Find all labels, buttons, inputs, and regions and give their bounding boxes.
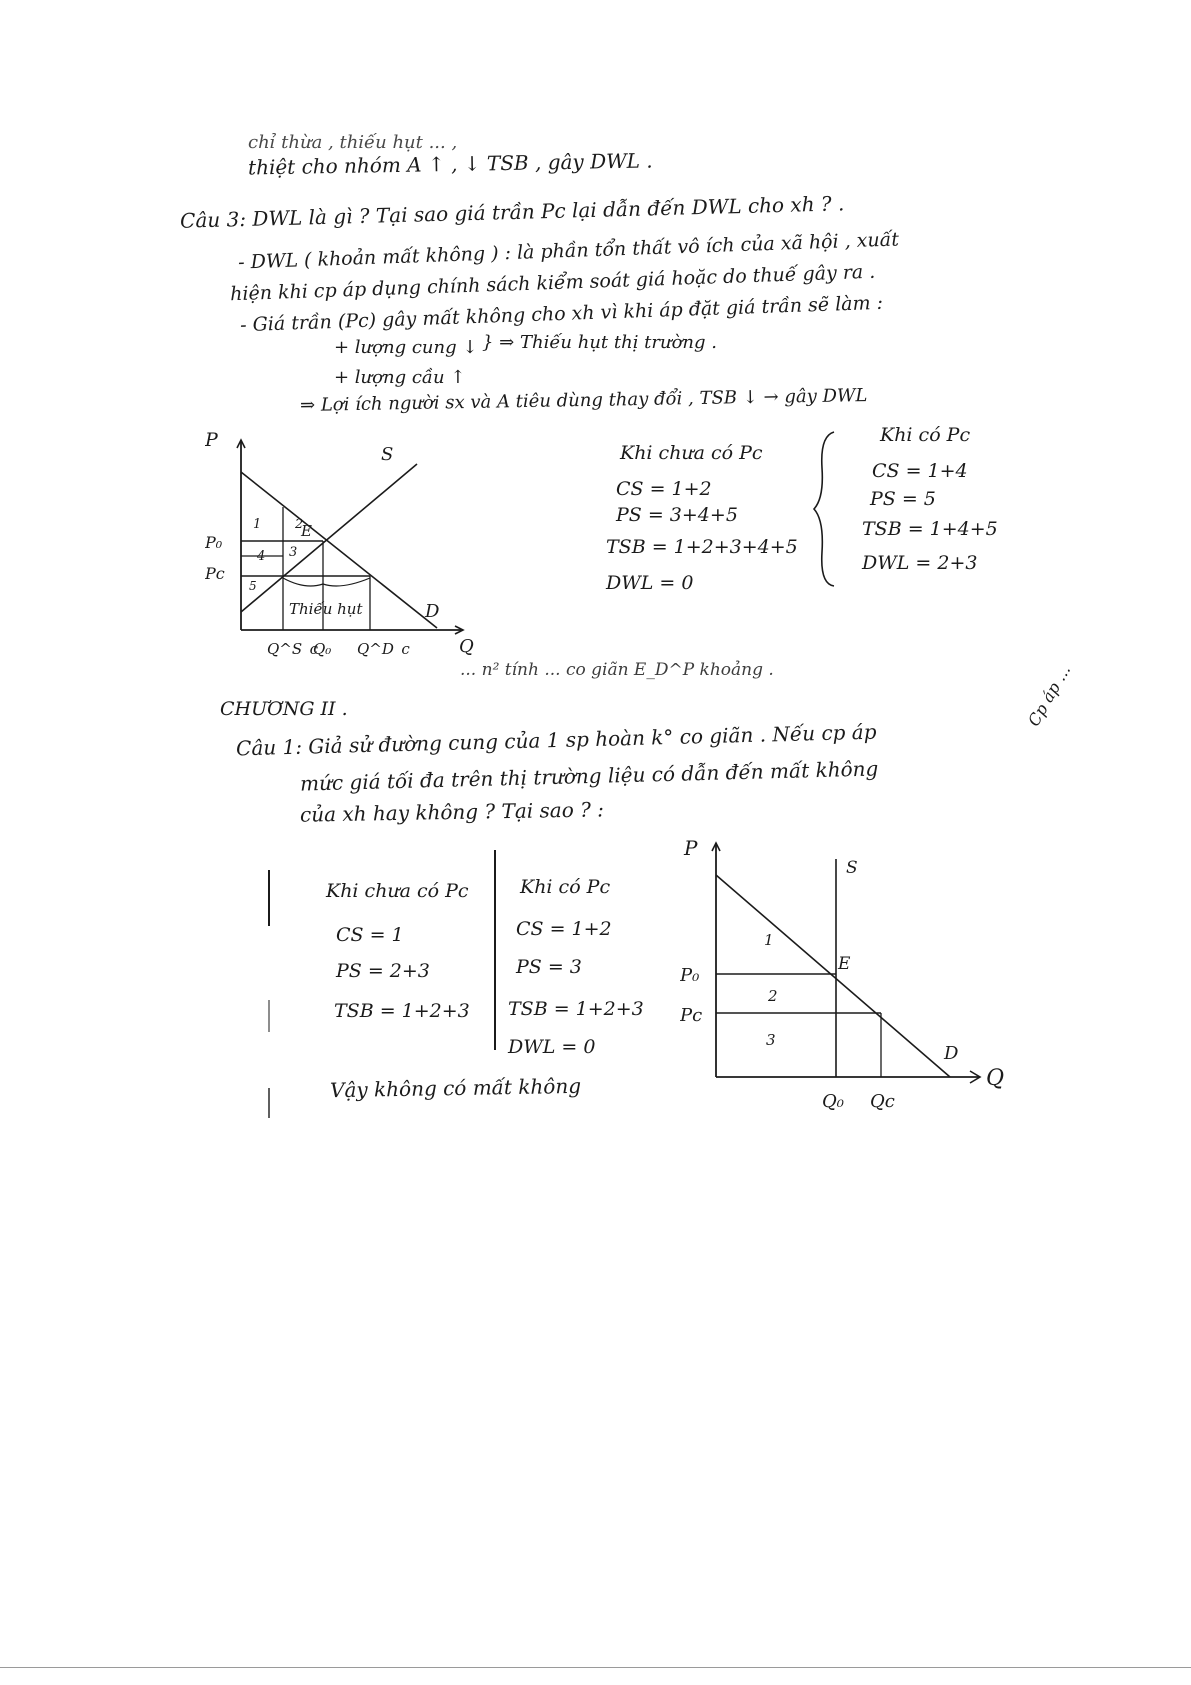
shortage-brace xyxy=(283,578,370,586)
graph2-qc-label: Qc xyxy=(870,1091,895,1112)
t2-divider xyxy=(494,850,496,1050)
graph1-area-4: 4 xyxy=(257,549,266,564)
t2-right-title: Khi có Pc xyxy=(520,876,611,898)
line-1: thiệt cho nhóm A ↑ , ↓ TSB , gây DWL . xyxy=(247,148,653,180)
line-0: chỉ thừa , thiếu hụt ... , xyxy=(248,132,458,153)
t2-left-bar xyxy=(268,870,270,926)
graph1-area-3: 3 xyxy=(289,545,298,560)
line-8: ⇒ Lợi ích người sx và A tiêu dùng thay đổi , TSB ↓ → gây DWL xyxy=(299,385,868,416)
graph2-s-label: S xyxy=(846,858,858,878)
t2-left-cs: CS = 1 xyxy=(336,924,404,946)
page-bottom-line xyxy=(0,1667,1191,1668)
line-5: - Giá trần (Pc) gây mất không cho xh vì khi áp đặt giá trần sẽ làm : xyxy=(239,291,884,337)
graph2-q-label: Q xyxy=(986,1066,1005,1091)
t1-left-dwl: DWL = 0 xyxy=(606,572,694,594)
graph1-p-label: P xyxy=(205,432,218,451)
t2-right-tsb: TSB = 1+2+3 xyxy=(508,998,644,1020)
t1-left-tsb: TSB = 1+2+3+4+5 xyxy=(606,536,798,558)
line-9: ... n² tính ... co giãn E_D^P khoảng . xyxy=(460,660,774,680)
t2-left-ps: PS = 2+3 xyxy=(336,960,430,982)
chapter-2-title: CHƯƠNG II . xyxy=(220,698,348,720)
supply-curve xyxy=(241,464,417,612)
graph2-p-label: P xyxy=(684,836,698,860)
graph-inelastic-supply xyxy=(680,835,1020,1125)
demand-curve xyxy=(716,875,950,1077)
graph1-d-label: D xyxy=(425,601,440,622)
t2-right-ps: PS = 3 xyxy=(516,956,582,978)
table1-brace xyxy=(812,428,842,590)
t2-left-title: Khi chưa có Pc xyxy=(326,880,469,902)
line-7: + lượng cầu ↑ xyxy=(334,367,466,388)
conclusion: Vậy không có mất không xyxy=(329,1073,582,1103)
graph-price-ceiling xyxy=(205,432,485,657)
t1-right-ps: PS = 5 xyxy=(870,488,936,510)
graph1-qcd-label: Q^D_c xyxy=(357,640,410,657)
graph1-s-label: S xyxy=(381,444,394,465)
graph1-area-1: 1 xyxy=(253,517,262,532)
graph1-shortage-label: Thiếu hụt xyxy=(289,600,363,618)
graph2-q0-label: Q₀ xyxy=(822,1091,844,1112)
graph1-pc-label: Pc xyxy=(205,564,225,583)
t1-left-ps: PS = 3+4+5 xyxy=(616,504,738,526)
question-3-title: Câu 3: DWL là gì ? Tại sao giá trần Pc lại dẫn đến DWL cho xh ? . xyxy=(179,191,845,233)
graph1-p0-label: P₀ xyxy=(205,533,223,552)
graph1-area-2: 2 xyxy=(295,517,304,532)
t1-right-title: Khi có Pc xyxy=(880,424,971,446)
graph2-p0-label: P₀ xyxy=(680,965,700,986)
line-12: mức giá tối đa trên thị trường liệu có dẫn đến mất không xyxy=(299,756,879,796)
graph2-pc-label: Pc xyxy=(680,1005,703,1026)
t1-right-cs: CS = 1+4 xyxy=(872,460,968,482)
margin-note: Cp áp ... xyxy=(1024,661,1075,730)
graph2-area-1: 1 xyxy=(764,931,774,949)
graph1-q0-label: Q₀ xyxy=(313,640,332,657)
graph2-e-label: E xyxy=(838,954,851,974)
t2-left-bar-3 xyxy=(268,1088,270,1118)
line-13: của xh hay không ? Tại sao ? : xyxy=(299,797,605,827)
graph2-d-label: D xyxy=(944,1043,959,1064)
line-3: - DWL ( khoản mất không ) : là phần tổn thất vô ích của xã hội , xuất xyxy=(237,228,900,274)
t2-right-dwl: DWL = 0 xyxy=(508,1036,596,1058)
t1-right-tsb: TSB = 1+4+5 xyxy=(862,518,998,540)
graph2-area-3: 3 xyxy=(766,1031,776,1049)
graph1-e-label: E xyxy=(301,522,312,540)
graph1-qcs-label: Q^S_c xyxy=(267,640,319,657)
question-1-title: Câu 1: Giả sử đường cung của 1 sp hoàn k° co giãn . Nếu cp áp xyxy=(235,719,877,761)
t2-left-tsb: TSB = 1+2+3 xyxy=(334,1000,470,1022)
t2-left-bar-2 xyxy=(268,1000,270,1032)
graph1-area-5: 5 xyxy=(249,579,257,593)
line-6b: } ⇒ Thiếu hụt thị trường . xyxy=(482,332,717,353)
graph2-area-2: 2 xyxy=(768,987,778,1005)
graph1-q-label: Q xyxy=(459,636,474,657)
line-6: + lượng cung ↓ xyxy=(334,337,478,358)
t1-left-cs: CS = 1+2 xyxy=(616,478,712,500)
t1-right-dwl: DWL = 2+3 xyxy=(862,552,978,574)
t1-left-title: Khi chưa có Pc xyxy=(620,442,763,464)
line-4: hiện khi cp áp dụng chính sách kiểm soát giá hoặc do thuế gây ra . xyxy=(229,260,876,306)
t2-right-cs: CS = 1+2 xyxy=(516,918,612,940)
